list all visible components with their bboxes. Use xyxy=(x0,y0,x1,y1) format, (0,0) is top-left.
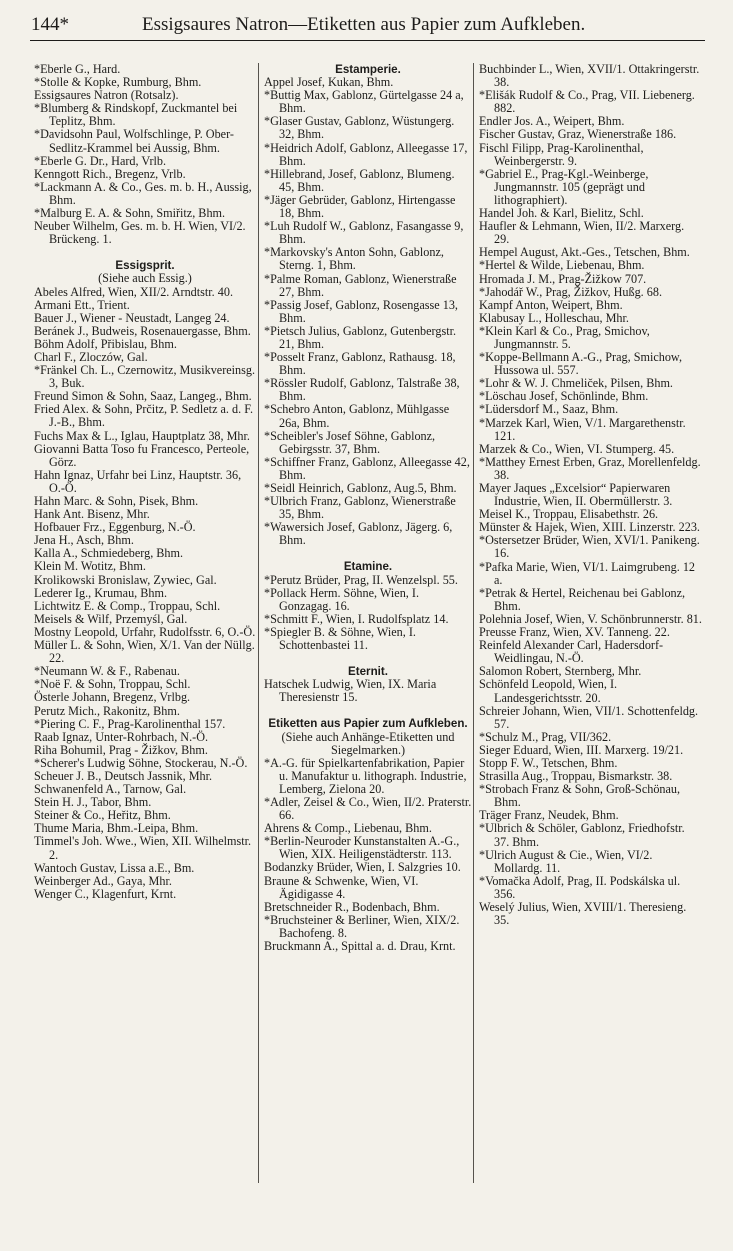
directory-entry: Österle Johann, Bregenz, Vrlbg. xyxy=(34,690,191,705)
directory-entry: Sieger Eduard, Wien, III. Marxerg. 19/21. xyxy=(479,742,684,757)
directory-entry: Träger Franz, Neudek, Bhm. xyxy=(479,808,619,823)
directory-entry: Marzek & Co., Wien, VI. Stumperg. 45. xyxy=(479,441,675,456)
directory-entry: Weinberger Ad., Gaya, Mhr. xyxy=(34,873,172,888)
directory-entry: Polehnia Josef, Wien, V. Schönbrunnerstr. 81. xyxy=(479,611,702,626)
directory-entry: *Glaser Gustav, Gablonz, Wüstungerg. 32, Bhm. xyxy=(264,114,455,142)
column-divider-2 xyxy=(473,63,474,1183)
column-1 xyxy=(34,63,256,901)
directory-entry: Buchbinder L., Wien, XVII/1. Ottakringerstr. 38. xyxy=(479,62,700,90)
directory-entry: Stopp F. W., Tetschen, Bhm. xyxy=(479,755,618,770)
running-title: Essigsaures Natron—Etiketten aus Papier zum Aufkleben. xyxy=(142,14,586,35)
directory-entry: *Pafka Marie, Wien, VI/1. Laimgrubeng. 12 a. xyxy=(479,559,696,587)
directory-entry: *Pollack Herm. Söhne, Wien, I. Gonzagag. 16. xyxy=(264,585,419,613)
directory-entry: Charl F., Zloczów, Gal. xyxy=(34,349,148,364)
directory-entry: *Strobach Franz & Sohn, Groß-Schönau, Bhm. xyxy=(479,782,681,810)
directory-entry: Handel Joh. & Karl, Bielitz, Schl. xyxy=(479,206,644,221)
directory-entry: *Schiffner Franz, Gablonz, Alleegasse 42, Bhm. xyxy=(264,454,470,482)
directory-entry: Armani Ett., Trient. xyxy=(34,297,130,312)
directory-entry: *Löschau Josef, Schönlinde, Bhm. xyxy=(479,389,649,404)
directory-entry: Schwanenfeld A., Tarnow, Gal. xyxy=(34,782,187,797)
directory-entry: *Heidrich Adolf, Gablonz, Alleegasse 17, Bhm. xyxy=(264,140,468,168)
directory-entry: Appel Josef, Kukan, Bhm. xyxy=(264,75,394,90)
directory-entry: Scheuer J. B., Deutsch Jassnik, Mhr. xyxy=(34,768,213,783)
directory-entry: Münster & Hajek, Wien, XIII. Linzerstr. 223. xyxy=(479,520,700,535)
section-heading: Etiketten aus Papier zum Aufkleben. xyxy=(268,717,468,731)
directory-entry: Salomon Robert, Sternberg, Mhr. xyxy=(479,664,642,679)
directory-entry: *Scherer's Ludwig Söhne, Stockerau, N.-Ö. xyxy=(34,755,248,770)
section-note: (Siehe auch Essig.) xyxy=(98,271,192,286)
directory-entry: *Piering C. F., Prag-Karolinenthal 157. xyxy=(34,716,226,731)
directory-entry: Neuber Wilhelm, Ges. m. b. H. Wien, VI/2. Brückeng. 1. xyxy=(34,219,246,247)
directory-entry: Bruckmann A., Spittal a. d. Drau, Krnt. xyxy=(264,939,456,953)
directory-entry: Hempel August, Akt.-Ges., Tetschen, Bhm. xyxy=(479,245,690,260)
directory-entry: Kampf Anton, Weipert, Bhm. xyxy=(479,297,623,312)
directory-entry: *Pietsch Julius, Gablonz, Gutenbergstr. 21, Bhm. xyxy=(264,323,457,351)
directory-entry: Meisels & Wilf, Przemyśl, Gal. xyxy=(34,611,188,626)
directory-entry: *Luh Rudolf W., Gablonz, Fasangasse 9, Bhm. xyxy=(264,219,464,247)
directory-entry: Haufler & Lehmann, Wien, II/2. Marxerg. 29. xyxy=(479,219,685,247)
directory-entry: *Passig Josef, Gablonz, Rosengasse 13, Bhm. xyxy=(264,297,458,325)
directory-entry: Bauer J., Wiener - Neustadt, Langeg 24. xyxy=(34,310,230,325)
directory-entry: Riha Bohumil, Prag - Žižkov, Bhm. xyxy=(34,742,208,757)
directory-entry: *Schmitt F., Wien, I. Rudolfsplatz 14. xyxy=(264,611,449,626)
directory-entry: Fried Alex. & Sohn, Prčitz, P. Sedletz a. d. F. J.-B., Bhm. xyxy=(34,402,254,430)
directory-entry: Ahrens & Comp., Liebenau, Bhm. xyxy=(264,821,432,836)
directory-entry: Hahn Marc. & Sohn, Pisek, Bhm. xyxy=(34,494,199,508)
directory-entry: Perutz Mich., Rakonitz, Bhm. xyxy=(34,703,180,718)
directory-entry: *Lüdersdorf M., Saaz, Bhm. xyxy=(479,402,619,417)
directory-entry: Mayer Jaques „Excelsior“ Papierwaren Industrie, Wien, II. Obermüllerstr. 3. xyxy=(479,481,673,509)
directory-entry: Lichtwitz E. & Comp., Troppau, Schl. xyxy=(34,598,221,613)
directory-entry: Müller L. & Sohn, Wien, X/1. Van der Nüllg. 22. xyxy=(34,638,255,666)
directory-entry: Klabusay L., Holleschau, Mhr. xyxy=(479,310,629,325)
page-number: 144* xyxy=(31,14,69,35)
directory-entry: *Eberle G., Hard. xyxy=(34,62,121,76)
section-note: (Siehe auch Anhänge-Etiketten und Siegelmarken.) xyxy=(281,729,455,757)
directory-entry: Jena H., Asch, Bhm. xyxy=(34,533,134,548)
page-header xyxy=(0,0,733,44)
directory-entry: *Matthey Ernest Erben, Graz, Morellenfeldg. 38. xyxy=(479,454,701,482)
directory-entry: Steiner & Co., Heřitz, Bhm. xyxy=(34,808,171,823)
directory-entry: *Hertel & Wilde, Liebenau, Bhm. xyxy=(479,258,645,273)
directory-entry: Abeles Alfred, Wien, XII/2. Arndtstr. 40. xyxy=(34,284,233,299)
directory-entry: Essigsaures Natron (Rotsalz). xyxy=(34,88,179,103)
section-gap xyxy=(264,652,472,665)
directory-entry: Hromada J. M., Prag-Žižkow 707. xyxy=(479,271,647,286)
directory-entry: *Rössler Rudolf, Gablonz, Talstraße 38, Bhm. xyxy=(264,376,460,404)
section-heading: Etamine. xyxy=(343,560,393,574)
directory-entry: Raab Ignaz, Unter-Rohrbach, N.-Ö. xyxy=(34,729,209,744)
directory-entry: *Ulbrich Franz, Gablonz, Wienerstraße 35, Bhm. xyxy=(264,494,456,522)
directory-entry: Beránek J., Budweis, Rosenauergasse, Bhm. xyxy=(34,323,251,338)
directory-entry: Endler Jos. A., Weipert, Bhm. xyxy=(479,114,625,129)
directory-entry: *Jahodář W., Prag, Žižkov, Hußg. 68. xyxy=(479,284,663,299)
directory-entry: *Petrak & Hertel, Reichenau bei Gablonz, Bhm. xyxy=(479,585,686,613)
directory-entry: Braune & Schwenke, Wien, VI. Ägidigasse 4. xyxy=(264,873,419,901)
directory-entry: *Fränkel Ch. L., Czernowitz, Musikvereinsg. 3, Buk. xyxy=(34,363,256,391)
directory-entry: Böhm Adolf, Přibislau, Bhm. xyxy=(34,336,177,351)
directory-entry: *A.-G. für Spielkartenfabrikation, Papier u. Manufaktur u. lithograph. Industrie, Lemberg, Zielona 20. xyxy=(264,755,467,796)
directory-entry: *Markovsky's Anton Sohn, Gablonz, Sterng. 1, Bhm. xyxy=(264,245,444,273)
directory-entry: *Posselt Franz, Gablonz, Rathausg. 18, Bhm. xyxy=(264,350,456,378)
directory-entry: Schreier Johann, Wien, VII/1. Schottenfeldg. 57. xyxy=(479,703,699,731)
directory-entry: *Wawersich Josef, Gablonz, Jägerg. 6, Bhm. xyxy=(264,520,453,548)
column-2 xyxy=(264,63,472,953)
directory-entry: *Noë F. & Sohn, Troppau, Schl. xyxy=(34,677,191,692)
directory-entry: Lederer Ig., Krumau, Bhm. xyxy=(34,585,168,600)
directory-entry: Bodanzky Brüder, Wien, I. Salzgries 10. xyxy=(264,860,461,875)
directory-entry: *Berlin-Neuroder Kunstanstalten A.-G., Wien, XIX. Heiligenstädterstr. 113. xyxy=(264,834,460,862)
directory-entry: *Ostersetzer Brüder, Wien, XVI/1. Panikeng. 16. xyxy=(479,533,700,561)
directory-entry: Schönfeld Leopold, Wien, I. Landesgerichtsstr. 20. xyxy=(479,677,618,705)
directory-entry: Timmel's Joh. Wwe., Wien, XII. Wilhelmstr. 2. xyxy=(34,834,252,862)
section-heading: Essigsprit. xyxy=(115,259,175,273)
directory-entry: Meisel K., Troppau, Elisabethstr. 26. xyxy=(479,507,659,522)
section-gap xyxy=(34,246,256,259)
directory-entry: Preusse Franz, Wien, XV. Tanneng. 22. xyxy=(479,625,670,640)
directory-entry: *Vomačka Adolf, Prag, II. Podskálska ul. 356. xyxy=(479,873,681,901)
directory-entry: *Jäger Gebrüder, Gablonz, Hirtengasse 18, Bhm. xyxy=(264,192,456,221)
directory-entry: Stein H. J., Tabor, Bhm. xyxy=(34,795,152,810)
directory-entry: *Palme Roman, Gablonz, Wienerstraße 27, Bhm. xyxy=(264,271,457,299)
section-gap xyxy=(264,547,472,560)
directory-entry: *Gabriel E., Prag-Kgl.-Weinberge, Jungmannstr. 105 (geprägt und lithographiert). xyxy=(479,166,649,207)
directory-entry: *Ulbrich & Schöler, Gablonz, Friedhofstr. 37. Bhm. xyxy=(479,821,685,849)
directory-entry: *Schulz M., Prag, VII/362. xyxy=(479,729,612,744)
directory-entry: *Blumberg & Rindskopf, Zuckmantel bei Teplitz, Bhm. xyxy=(34,101,238,129)
directory-entry: Fuchs Max & L., Iglau, Hauptplatz 38, Mhr. xyxy=(34,428,250,443)
directory-entry: *Davidsohn Paul, Wolfschlinge, P. Ober-Sedlitz-Krammel bei Aussig, Bhm. xyxy=(34,127,234,155)
directory-entry: Hatschek Ludwig, Wien, IX. Maria Theresienstr 15. xyxy=(264,677,437,705)
section-heading: Eternit. xyxy=(348,665,388,679)
directory-entry: *Elišák Rudolf & Co., Prag, VII. Liebenerg. 882. xyxy=(479,88,695,116)
directory-entry: Wantoch Gustav, Lissa a.E., Bm. xyxy=(34,860,195,875)
directory-entry: *Spiegler B. & Söhne, Wien, I. Schottenbastei 11. xyxy=(264,624,416,653)
header-rule xyxy=(30,40,705,41)
directory-entry: *Perutz Brüder, Prag, II. Wenzelspl. 55. xyxy=(264,572,458,587)
directory-entry: *Hillebrand, Josef, Gablonz, Blumeng. 45, Bhm. xyxy=(264,166,455,194)
directory-entry: Kenngott Rich., Bregenz, Vrlb. xyxy=(34,166,186,181)
directory-entry: Wenger C., Klagenfurt, Krnt. xyxy=(34,886,177,901)
directory-entry: Kalla A., Schmiedeberg, Bhm. xyxy=(34,546,184,561)
directory-entry: Krolikowski Bronislaw, Zywiec, Gal. xyxy=(34,572,217,587)
column-divider-1 xyxy=(258,63,259,1183)
directory-entry: *Seidl Heinrich, Gablonz, Aug.5, Bhm. xyxy=(264,481,457,495)
directory-entry: Fischl Filipp, Prag-Karolinenthal, Weinbergerstr. 9. xyxy=(479,140,644,168)
directory-entry: *Adler, Zeisel & Co., Wien, II/2. Praterstr. 66. xyxy=(264,794,472,823)
directory-entry: Strasilla Aug., Troppau, Bismarkstr. 38. xyxy=(479,769,673,784)
directory-entry: Klein M. Wotitz, Bhm. xyxy=(34,559,146,574)
directory-entry: Mostny Leopold, Urfahr, Rudolfsstr. 6, O.-Ö. xyxy=(34,624,256,639)
directory-entry: *Ulrich August & Cie., Wien, VI/2. Mollardg. 11. xyxy=(479,847,653,875)
directory-entry: *Marzek Karl, Wien, V/1. Margarethenstr. 121. xyxy=(479,415,686,443)
directory-entry: *Eberle G. Dr., Hard, Vrlb. xyxy=(34,153,167,168)
directory-entry: Hofbauer Frz., Eggenburg, N.-Ö. xyxy=(34,520,196,535)
directory-entry: *Stolle & Kopke, Rumburg, Bhm. xyxy=(34,75,202,90)
directory-entry: *Lohr & W. J. Chmeliček, Pilsen, Bhm. xyxy=(479,376,673,391)
directory-entry: *Schebro Anton, Gablonz, Mühlgasse 26a, Bhm. xyxy=(264,402,450,430)
directory-entry: Giovanni Batta Toso fu Francesco, Perteole, Görz. xyxy=(34,441,250,469)
directory-entry: Weselý Julius, Wien, XVIII/1. Theresieng. 35. xyxy=(479,900,687,928)
directory-entry: *Malburg E. A. & Sohn, Smiřitz, Bhm. xyxy=(34,206,226,221)
directory-entry: Freund Simon & Sohn, Saaz, Langeg., Bhm. xyxy=(34,389,252,404)
column-3 xyxy=(479,63,702,927)
directory-entry: Thume Maria, Bhm.-Leipa, Bhm. xyxy=(34,821,199,836)
directory-entry: Fischer Gustav, Graz, Wienerstraße 186. xyxy=(479,127,677,142)
directory-entry: Bretschneider R., Bodenbach, Bhm. xyxy=(264,899,440,914)
section-heading: Estamperie. xyxy=(335,63,401,76)
directory-entry: *Scheibler's Josef Söhne, Gablonz, Gebirgsstr. 37, Bhm. xyxy=(264,428,436,456)
directory-entry: *Bruchsteiner & Berliner, Wien, XIX/2. Bachofeng. 8. xyxy=(264,912,460,940)
directory-entry: *Buttig Max, Gablonz, Gürtelgasse 24 a, Bhm. xyxy=(264,88,464,116)
directory-entry: *Koppe-Bellmann A.-G., Prag, Smichow, Hussowa ul. 557. xyxy=(479,350,682,378)
directory-entry: *Klein Karl & Co., Prag, Smichov, Jungmannstr. 5. xyxy=(479,323,650,351)
directory-entry: *Neumann W. & F., Rabenau. xyxy=(34,664,180,679)
directory-entry: Hahn Ignaz, Urfahr bei Linz, Hauptstr. 36, O.-Ö. xyxy=(34,467,242,495)
directory-entry: *Lackmann A. & Co., Ges. m. b. H., Aussig, Bhm. xyxy=(34,179,252,207)
section-gap xyxy=(264,704,472,717)
directory-entry: Reinfeld Alexander Carl, Hadersdorf-Weidlingau, N.-Ö. xyxy=(479,638,664,666)
directory-entry: Hank Ant. Bisenz, Mhr. xyxy=(34,507,150,522)
